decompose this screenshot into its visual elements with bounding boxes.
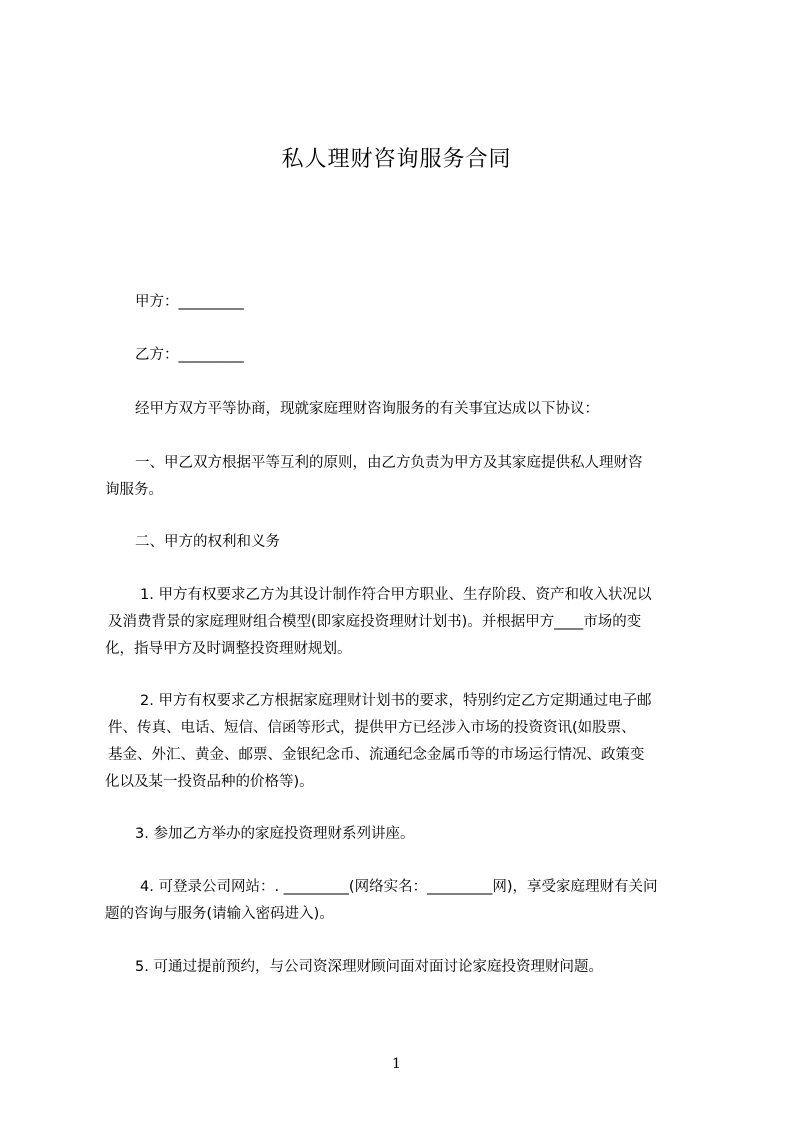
item-4-line-2: 题的咨询与服务(请输入密码进入)。	[105, 906, 334, 922]
clause-1-line-2: 询服务。	[105, 482, 163, 498]
contract-title: 私人理财咨询服务合同	[281, 147, 512, 172]
item-3: 3. 参加乙方举办的家庭投资理财系列讲座。	[135, 826, 415, 842]
party-b-line: 乙方：_________	[135, 347, 244, 363]
item-1-line-1: 1. 甲方有权要求乙方为其设计制作符合甲方职业、生存阶段、资产和收入状况以	[140, 587, 652, 603]
item-5: 5. 可通过提前预约，与公司资深理财顾问面对面讨论家庭投资理财问题。	[135, 959, 603, 975]
item-2-line-1: 2. 甲方有权要求乙方根据家庭理财计划书的要求，特别约定乙方定期通过电子邮	[140, 693, 652, 709]
item-2-line-2: 件、传真、电话、短信、信函等形式，提供甲方已经涉入市场的投资资讯(如股票、	[108, 720, 636, 736]
item-2-line-3: 基金、外汇、黄金、邮票、金银纪念币、流通纪念金属币等的市场运行情况、政策变	[108, 747, 645, 763]
item-4-line-1: 4. 可登录公司网站：. _________(网络实名：_________网)，享受家庭理财有关问	[140, 879, 658, 895]
item-1-line-2: 及消费背景的家庭理财组合模型(即家庭投资理财计划书)。并根据甲方____市场的变	[108, 614, 642, 630]
clause-1-line-1: 一、甲乙双方根据平等互利的原则，由乙方负责为甲方及其家庭提供私人理财咨	[135, 455, 643, 471]
clause-2-heading: 二、甲方的权利和义务	[135, 534, 280, 550]
item-2-line-4: 化以及某一投资品种的价格等)。	[105, 774, 314, 790]
item-1-line-3: 化，指导甲方及时调整投资理财规划。	[105, 641, 352, 657]
page-number: 1	[392, 1056, 401, 1072]
party-a-line: 甲方：_________	[135, 294, 244, 310]
intro-paragraph: 经甲方双方平等协商，现就家庭理财咨询服务的有关事宜达成以下协议：	[135, 401, 599, 417]
